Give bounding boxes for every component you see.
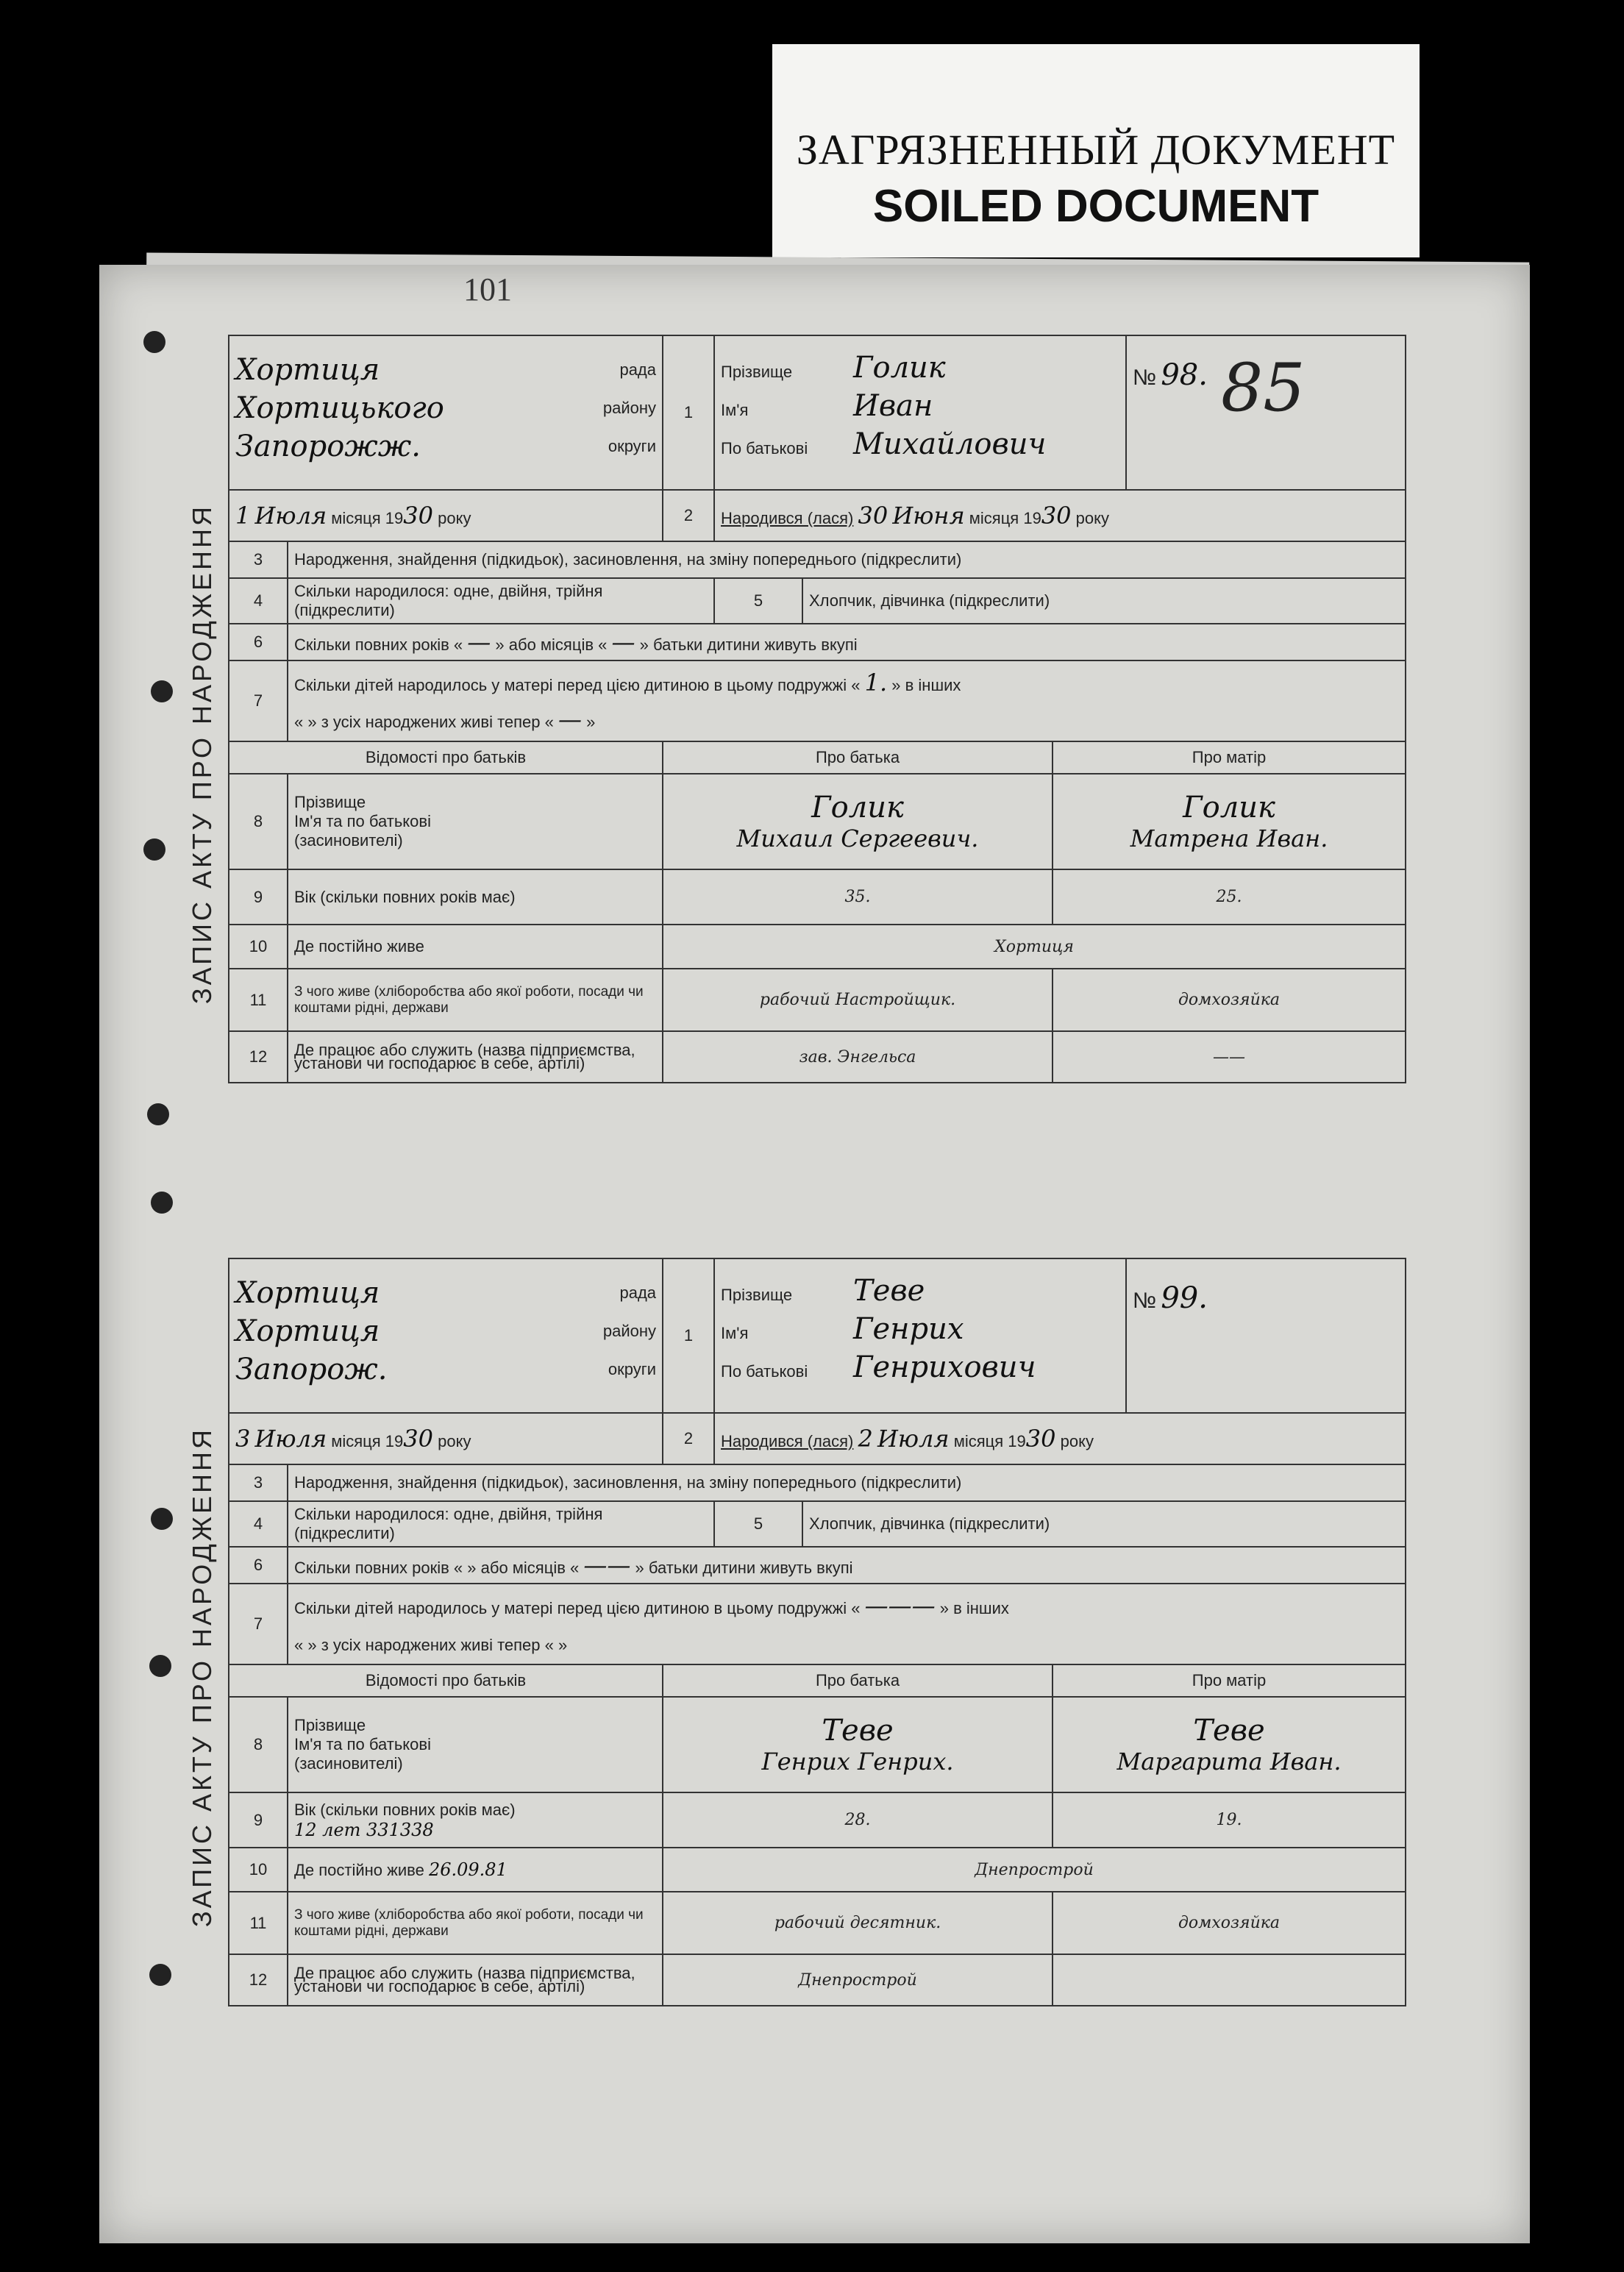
row6: Скільки повних років « — » або місяців « — » батьки дитини живуть вкупі	[288, 624, 1406, 660]
father-workplace: зав. Энгельса	[663, 1031, 1053, 1083]
row-number: 7	[229, 660, 288, 741]
stamp-russian-text: ЗАГРЯЗНЕННЫЙ ДОКУМЕНТ	[796, 126, 1396, 174]
mother-name: Голик Матрена Иван.	[1053, 774, 1406, 869]
punch-hole	[151, 1508, 173, 1530]
father-name: Теве Генрих Генрих.	[663, 1697, 1053, 1792]
mother-name: Теве Маргарита Иван.	[1053, 1697, 1406, 1792]
registration-date: 3 Июля місяця 1930 року	[229, 1413, 663, 1464]
row12-label: Де працює або служить (назва підприємства, установи чи господарює в себе, артілі)	[288, 1954, 663, 2006]
father-age: 35.	[663, 869, 1053, 925]
row-number: 7	[229, 1584, 288, 1664]
annotation: 26.09.81	[428, 1859, 508, 1880]
row4-label: Скільки народилося: одне, двійня, трійня (підкреслити)	[288, 1501, 714, 1547]
birth-date: Народився (лася) 2 Июля місяця 1930 року	[714, 1413, 1406, 1464]
row-number: 9	[229, 1792, 288, 1848]
row8-label: Прізвище Ім'я та по батькові (засиновителі)	[288, 774, 663, 869]
row-number: 3	[229, 1464, 288, 1501]
row10-label: Де постійно живе 26.09.81	[288, 1848, 663, 1892]
row3-label: Народження, знайдення (підкидьок), засиновлення, на зміну попереднього (підкреслити)	[288, 541, 1406, 578]
row7: Скільки дітей народилось у матері перед цією дитиною в цьому подружжі « 1. » в інших « » з усіх народжених живі тепер « — »	[288, 660, 1406, 741]
row-number: 12	[229, 1031, 288, 1083]
row-number: 11	[229, 1892, 288, 1954]
row-number: 2	[663, 1413, 714, 1464]
row-number: 3	[229, 541, 288, 578]
punch-hole	[147, 1103, 169, 1125]
punch-hole	[143, 838, 165, 861]
location-cell: Хортиця рада Хортиця району Запорож. округи	[229, 1258, 663, 1413]
row7: Скільки дітей народилось у матері перед цією дитиною в цьому подружжі « ——— » в інших « » з усіх народжених живі тепер « »	[288, 1584, 1406, 1664]
row11-label: З чого живе (хліборобства або якої роботи, посади чи коштами рідні, держави	[288, 1892, 663, 1954]
location-cell: Хортиця рада Хортицького району Запорожж. округи	[229, 335, 663, 490]
row6: Скільки повних років « » або місяців « —— » батьки дитини живуть вкупі	[288, 1547, 1406, 1584]
row-number: 5	[714, 578, 802, 624]
birth-date: Народився (лася) 30 Июня місяця 1930 року	[714, 490, 1406, 541]
row5-label: Хлопчик, дівчинка (підкреслити)	[802, 1501, 1406, 1547]
mother-workplace	[1053, 1954, 1406, 2006]
punch-hole	[151, 1192, 173, 1214]
row12-label: Де працює або служить (назва підприємства, установи чи господарює в себе, артілі)	[288, 1031, 663, 1083]
row9-label: Вік (скільки повних років має)	[288, 869, 663, 925]
birth-record-2	[187, 1258, 1405, 2006]
row9-label: Вік (скільки повних років має) 12 лет 331338	[288, 1792, 663, 1848]
vertical-title: ЗАПИС АКТУ ПРО НАРОДЖЕННЯ	[187, 1426, 217, 1928]
row-number: 8	[229, 774, 288, 869]
row-number: 1	[663, 1258, 714, 1413]
father-name: Голик Михаил Сергеевич.	[663, 774, 1053, 869]
registration-date: 1 Июля місяця 1930 року	[229, 490, 663, 541]
record-table	[228, 335, 1406, 1083]
punch-hole	[143, 331, 165, 353]
row10-label: Де постійно живе	[288, 925, 663, 969]
record-table	[228, 1258, 1406, 2006]
row-number: 12	[229, 1954, 288, 2006]
row-number: 9	[229, 869, 288, 925]
mother-header: Про матір	[1053, 1664, 1406, 1697]
record-number-cell: № 99.	[1126, 1258, 1406, 1413]
mother-occupation: домхозяйка	[1053, 969, 1406, 1031]
mother-header: Про матір	[1053, 741, 1406, 774]
birth-record-1	[187, 335, 1405, 1083]
father-age: 28.	[663, 1792, 1053, 1848]
mother-age: 19.	[1053, 1792, 1406, 1848]
child-name-cell: Прізвище Голик Ім'я Иван По батькові Михайлович	[714, 335, 1126, 490]
row-number: 10	[229, 1848, 288, 1892]
residence: Хортиця	[663, 925, 1406, 969]
row-number: 4	[229, 578, 288, 624]
row-number: 5	[714, 1501, 802, 1547]
row5-label: Хлопчик, дівчинка (підкреслити)	[802, 578, 1406, 624]
father-occupation: рабочий Настройщик.	[663, 969, 1053, 1031]
row-number: 10	[229, 925, 288, 969]
record-number-cell: № 98.	[1126, 335, 1406, 490]
parents-header: Відомості про батьків	[229, 741, 663, 774]
mother-age: 25.	[1053, 869, 1406, 925]
row-number: 11	[229, 969, 288, 1031]
row3-label: Народження, знайдення (підкидьок), засиновлення, на зміну попереднього (підкреслити)	[288, 1464, 1406, 1501]
row-number: 6	[229, 624, 288, 660]
row4-label: Скільки народилося: одне, двійня, трійня (підкреслити)	[288, 578, 714, 624]
vertical-title: ЗАПИС АКТУ ПРО НАРОДЖЕННЯ	[187, 503, 217, 1005]
mother-workplace: ——	[1053, 1031, 1406, 1083]
father-header: Про батька	[663, 741, 1053, 774]
annotation: 12 лет 331338	[294, 1819, 434, 1840]
page-number: 101	[463, 271, 512, 307]
stamp-english-text: SOILED DOCUMENT	[872, 181, 1320, 232]
punch-hole	[151, 680, 173, 702]
residence: Днепрострой	[663, 1848, 1406, 1892]
father-header: Про батька	[663, 1664, 1053, 1697]
mother-occupation: домхозяйка	[1053, 1892, 1406, 1954]
row-number: 1	[663, 335, 714, 490]
father-workplace: Днепрострой	[663, 1954, 1053, 2006]
handwritten-mark: 85	[1221, 349, 1306, 427]
parents-header: Відомості про батьків	[229, 1664, 663, 1697]
soiled-document-stamp	[772, 44, 1420, 257]
punch-hole	[149, 1964, 171, 1986]
row-number: 2	[663, 490, 714, 541]
row11-label: З чого живе (хліборобства або якої роботи, посади чи коштами рідні, держави	[288, 969, 663, 1031]
row-number: 4	[229, 1501, 288, 1547]
row-number: 6	[229, 1547, 288, 1584]
child-name-cell: Прізвище Теве Ім'я Генрих По батькові Генрихович	[714, 1258, 1126, 1413]
row8-label: Прізвище Ім'я та по батькові (засиновителі)	[288, 1697, 663, 1792]
father-occupation: рабочий десятник.	[663, 1892, 1053, 1954]
row-number: 8	[229, 1697, 288, 1792]
punch-hole	[149, 1655, 171, 1677]
